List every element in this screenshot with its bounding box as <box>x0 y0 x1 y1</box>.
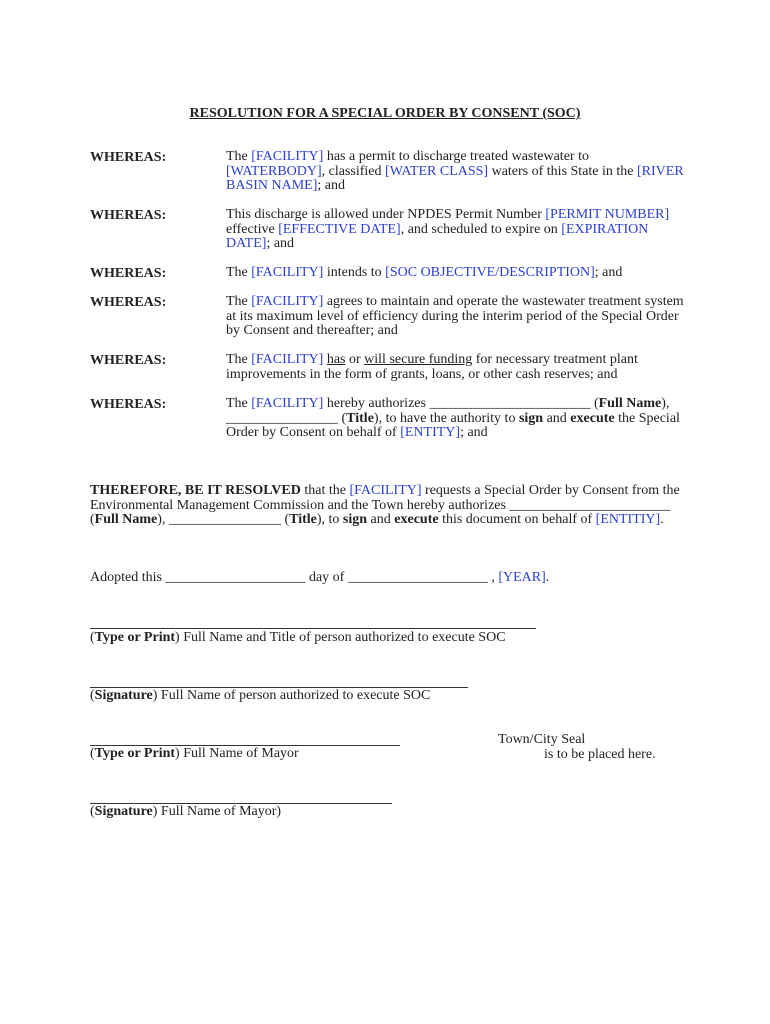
text-run: this document on behalf of <box>438 512 596 528</box>
text-run: , and scheduled to expire on <box>400 221 562 237</box>
text-run: and <box>367 512 395 528</box>
text-run: or <box>345 352 365 367</box>
bold-text: Type or Print <box>94 746 176 761</box>
text-run: waters of this State in the <box>488 163 638 179</box>
placeholder-field: [EFFECTIVE DATE] <box>278 221 401 237</box>
placeholder-field: [EXPIRATION DATE] <box>226 221 649 252</box>
placeholder-field: [FACILITY] <box>251 265 324 280</box>
whereas-label: WHEREAS: <box>90 150 167 165</box>
placeholder-field: [FACILITY] <box>251 294 324 309</box>
text-run: ( <box>90 804 95 819</box>
seal-note <box>498 732 656 762</box>
whereas-text <box>226 150 686 194</box>
text-run: The <box>226 352 252 367</box>
placeholder-field: [FACILITY] <box>349 483 422 498</box>
text-run: requests a Special Order by Consent from the Environmental Management Commission and the Town hereby authorizes _______________________ ( <box>90 483 680 528</box>
signature-line <box>90 628 536 629</box>
whereas-text <box>226 208 686 252</box>
text-run: Adopted this ____________________ day of ____________________ , <box>90 570 499 585</box>
whereas-text <box>226 353 686 382</box>
text-run: ), to <box>316 512 343 528</box>
whereas-text <box>226 397 686 441</box>
bold-text: Title <box>346 410 374 426</box>
bold-text: sign <box>342 512 368 528</box>
text-run: ), ________________ ( <box>226 396 670 426</box>
text-run: The <box>226 294 252 309</box>
text-run: ) Full Name and Title of person authorized to execute SOC <box>175 630 506 645</box>
signature-caption-type-print-person <box>90 630 506 646</box>
text-run: . <box>660 512 664 528</box>
bold-text: Full Name <box>598 396 662 411</box>
placeholder-field: [FACILITY] <box>251 149 324 164</box>
text-run: The <box>226 396 252 411</box>
seal-line-2: is to be placed here. <box>544 747 656 762</box>
text-run: and <box>543 410 571 426</box>
placeholder-field: [ENTITY] <box>400 425 461 441</box>
bold-text: THEREFORE, BE IT RESOLVED <box>90 483 301 498</box>
text-run: The <box>226 265 252 280</box>
text-run: ), to have the authority to <box>373 410 519 426</box>
whereas-label: WHEREAS: <box>90 397 167 412</box>
text-run: ) Full Name of person authorized to execute SOC <box>152 688 431 703</box>
whereas-label: WHEREAS: <box>90 266 167 281</box>
text-run: ) Full Name of Mayor <box>175 746 299 761</box>
text-run: for necessary treatment plant improvements in the form of grants, loans, or other cash reserves; and <box>226 352 638 382</box>
placeholder-field: [SOC OBJECTIVE/DESCRIPTION] <box>385 265 595 280</box>
text-run: hereby authorizes _______________________ ( <box>323 396 599 411</box>
text-run: ( <box>90 688 95 703</box>
whereas-label: WHEREAS: <box>90 208 167 223</box>
placeholder-field: [RIVER BASIN NAME] <box>226 163 684 194</box>
whereas-label: WHEREAS: <box>90 295 167 310</box>
adoption-line <box>90 571 690 586</box>
placeholder-field: [YEAR] <box>498 570 546 585</box>
whereas-label: WHEREAS: <box>90 353 167 368</box>
bold-text: execute <box>570 410 615 426</box>
text-run: . <box>545 570 550 585</box>
text-run: , classified <box>321 163 386 179</box>
text-run: This discharge is allowed under NPDES Permit Number <box>226 207 546 222</box>
text-run: ; and <box>460 425 488 441</box>
text-run: has a permit to discharge treated wastewater to <box>323 149 589 164</box>
signature-caption-signature-mayor <box>90 804 281 820</box>
text-run: ; and <box>594 265 623 280</box>
placeholder-field: [FACILITY] <box>251 396 324 411</box>
text-run: ; and <box>317 178 345 194</box>
seal-line-1: Town/City Seal <box>498 732 586 747</box>
bold-text: Signature <box>94 804 153 819</box>
text-run: that the <box>300 483 350 498</box>
text-run: ( <box>90 630 95 645</box>
placeholder-field: [WATERBODY] <box>226 163 322 179</box>
whereas-text <box>226 266 686 281</box>
whereas-text <box>226 295 686 339</box>
document-title: RESOLUTION FOR A SPECIAL ORDER BY CONSENT (SOC) <box>189 106 581 121</box>
signature-caption-type-print-mayor <box>90 746 299 762</box>
bold-text: Type or Print <box>94 630 176 645</box>
placeholder-field: [ENTITIY] <box>595 512 661 528</box>
bold-text: Signature <box>94 688 153 703</box>
bold-text: execute <box>394 512 439 528</box>
resolution-paragraph <box>90 484 690 528</box>
text-run: agrees to maintain and operate the wastewater treatment system at its maximum level of efficiency during the interim period of the Special Order by Consent and thereafter; and <box>226 294 684 339</box>
text-run: intends to <box>323 265 386 280</box>
text-run: ( <box>90 746 95 761</box>
signature-caption-signature-person <box>90 688 430 704</box>
text-run: The <box>226 149 252 164</box>
placeholder-field: [WATER CLASS] <box>385 163 489 179</box>
bold-text: Full Name <box>94 512 158 528</box>
text-run: the Special Order by Consent on behalf of <box>226 410 680 441</box>
text-run: ) Full Name of Mayor) <box>152 804 282 819</box>
bold-text: sign <box>518 410 544 426</box>
underlined-text: will secure funding <box>364 352 473 367</box>
text-run: ; and <box>266 236 295 252</box>
text-run: effective <box>226 221 279 237</box>
placeholder-field: [FACILITY] <box>251 352 324 367</box>
bold-text: Title <box>289 512 317 528</box>
text-run: ), ________________ ( <box>157 512 290 528</box>
placeholder-field: [PERMIT NUMBER] <box>545 207 670 222</box>
underlined-text: has <box>326 352 346 367</box>
